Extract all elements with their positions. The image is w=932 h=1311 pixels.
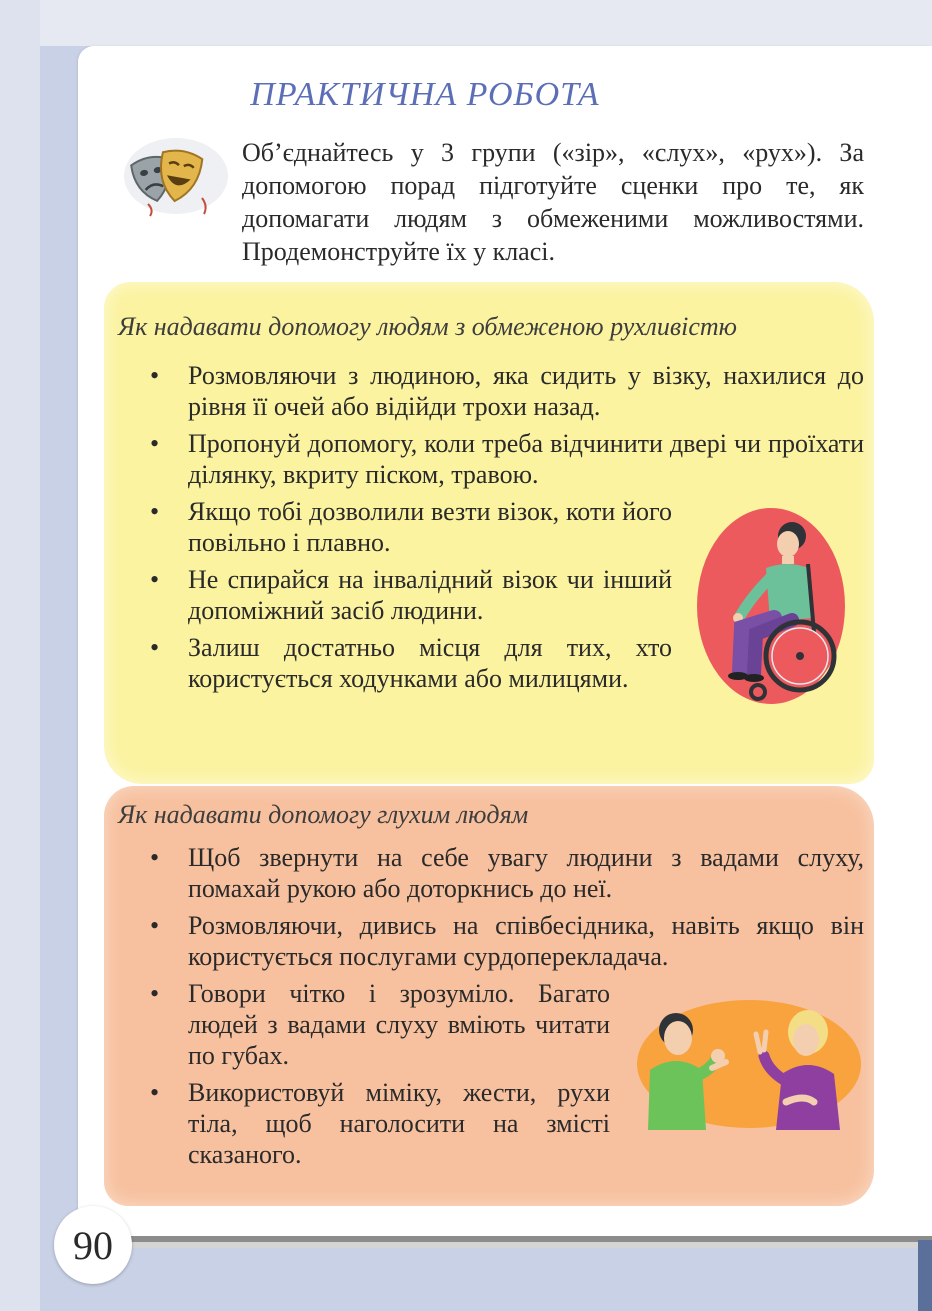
sign-language-illustration [636, 990, 862, 1130]
bullet-icon: • [150, 361, 160, 390]
bullet-icon: • [150, 497, 160, 526]
scan-edge-top [0, 0, 932, 46]
list-item [150, 360, 864, 422]
bullet-icon: • [150, 911, 160, 940]
list-item [150, 978, 610, 1071]
deaf-heading: Як надавати допомогу глухим людям [118, 800, 529, 829]
scan-edge-left [0, 0, 40, 1311]
intro-paragraph: Об’єднайтесь у 3 групи («зір», «слух», «рух»). За допомогою порад підготуйте сценки про те, як допомагати людям з обмеженими можливостями. Продемонструйте їх у класі. [242, 138, 864, 266]
list-item-text: Розмовляючи з людиною, яка сидить у візку, нахилися до рівня її очей або відійди трохи назад. [188, 361, 864, 421]
list-item-text: Розмовляючи, дивись на співбесідника, навіть якщо він користується послугами сурдоперекладача. [188, 911, 864, 971]
list-item-text: Не спирайся на інвалідний візок чи інший допоміжний засіб людини. [188, 565, 672, 625]
footer-rule-shadow [100, 1242, 932, 1248]
list-item-text: Використовуй міміку, жести, рухи тіла, щоб наголосити на змісті сказаного. [188, 1078, 610, 1169]
list-item-text: Пропонуй допомогу, коли треба відчинити двері чи проїхати ділянку, вкриту піском, травою. [188, 429, 864, 489]
list-item [150, 1077, 610, 1170]
bullet-icon: • [150, 979, 160, 1008]
bullet-icon: • [150, 565, 160, 594]
list-item [150, 910, 864, 972]
list-item [150, 496, 672, 558]
page-title: ПРАКТИЧНА РОБОТА [250, 76, 600, 113]
list-item-text: Залиш достатньо місця для тих, хто користується ходунками або милицями. [188, 633, 672, 693]
list-item [150, 632, 672, 694]
page-number: 90 [73, 1223, 113, 1268]
intro-text [242, 136, 864, 268]
bullet-icon: • [150, 633, 160, 662]
list-item-text: Якщо тобі дозволили везти візок, коти його повільно і плавно. [188, 497, 672, 557]
bullet-icon: • [150, 429, 160, 458]
list-item [150, 842, 864, 904]
wheelchair-user-illustration [696, 506, 846, 706]
theatre-masks-icon [118, 138, 228, 218]
mobility-heading: Як надавати допомогу людям з обмеженою рухливістю [118, 312, 737, 341]
bullet-icon: • [150, 1078, 160, 1107]
list-item [150, 428, 864, 490]
list-item [150, 564, 672, 626]
list-item-text: Щоб звернути на себе увагу людини з вадами слуху, помахай рукою або доторкнись до неї. [188, 843, 864, 903]
list-item-text: Говори чітко і зрозуміло. Багато людей з вадами слуху вміють читати по губах. [188, 979, 610, 1070]
scan-edge-right [918, 1240, 932, 1311]
bullet-icon: • [150, 843, 160, 872]
